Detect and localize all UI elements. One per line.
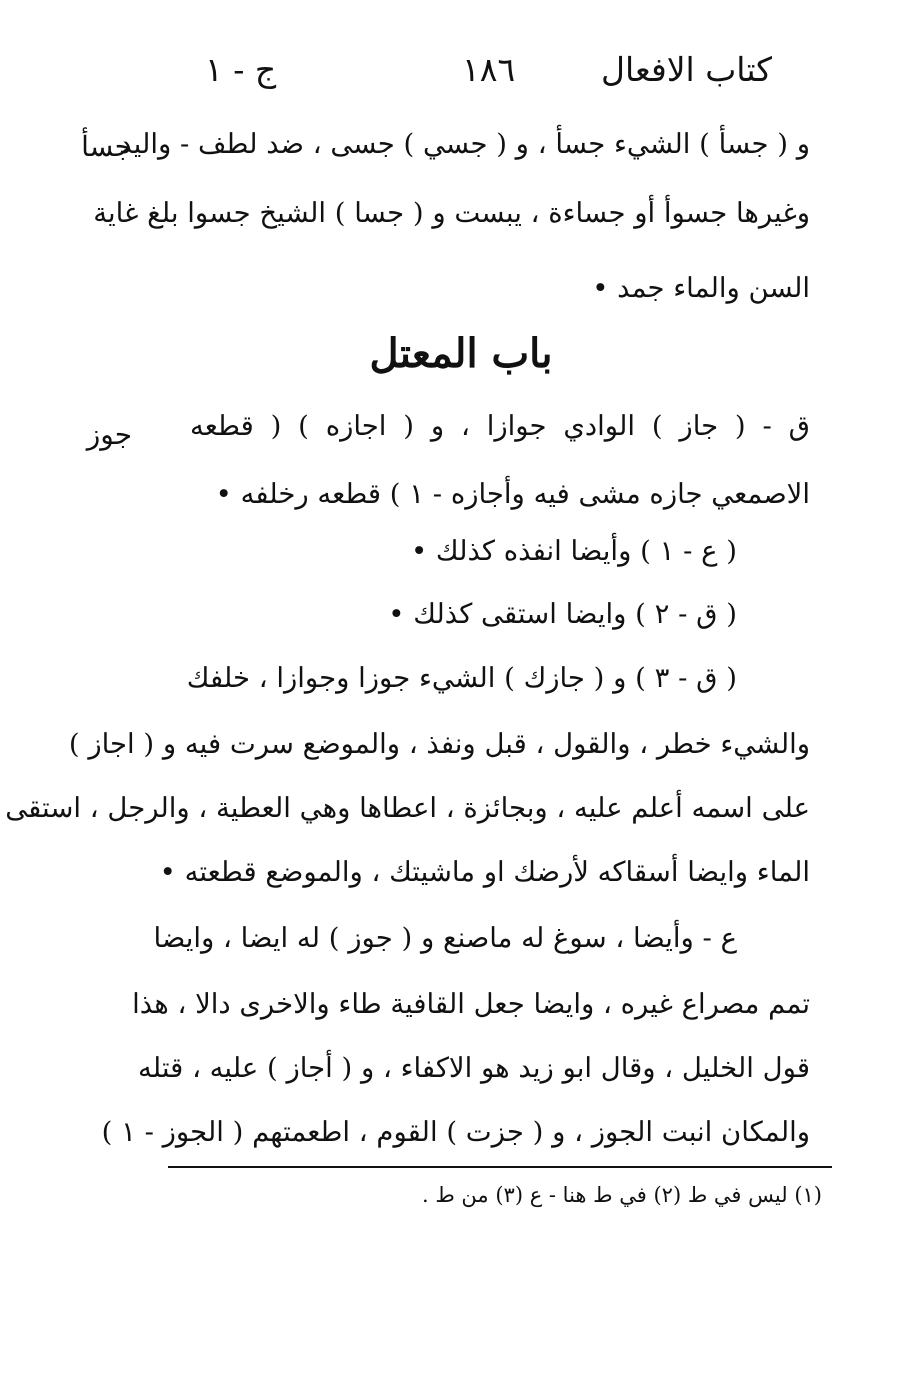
text-line: ع - وأيضا ، سوغ له ماصنع و ( جوز ) له ايضا ، وايضا	[153, 922, 737, 954]
text-line: الاصمعي جازه مشى فيه وأجازه - ١ ) قطعه رخلفه •	[215, 478, 810, 510]
section-heading: باب المعتل	[369, 330, 553, 377]
text-line: قول الخليل ، وقال ابو زيد هو الاكفاء ، و ( أجاز ) عليه ، قتله	[138, 1052, 810, 1084]
running-header-title: كتاب الافعال	[601, 50, 772, 89]
text-line: ( ع - ١ ) وأيضا انفذه كذلك •	[410, 535, 737, 567]
text-line: والشيء خطر ، والقول ، قبل ونفذ ، والموضع سرت فيه و ( اجاز )	[68, 728, 810, 760]
volume-part: ج - ١	[205, 50, 277, 89]
text-line: و ( جسأ ) الشيء جسأ ، و ( جسي ) جسى ، ضد لطف - واليد	[119, 128, 810, 160]
text-line: ( ق - ٣ ) و ( جازك ) الشيء جوزا وجوازا ، خلفك	[186, 662, 737, 694]
margin-entry-jasa: جسأ	[81, 130, 132, 163]
text-line: على اسمه أعلم عليه ، وبجائزة ، اعطاها وهي العطية ، والرجل ، استقى	[5, 792, 810, 824]
text-line: تمم مصراع غيره ، وايضا جعل القافية طاء والاخرى دالا ، هذا	[132, 988, 810, 1020]
text-line: ق - ( جاز ) الوادي جوازا ، و ( اجازه ) ( قطعه	[190, 410, 810, 442]
text-line: الماء وايضا أسقاكه لأرضك او ماشيتك ، والموضع قطعته •	[159, 856, 810, 888]
text-line: السن والماء جمد •	[592, 272, 810, 304]
footnote: (١) ليس في ط (٢) في ط هنا - ع (٣) من ط .	[421, 1183, 822, 1207]
page-number: ١٨٦	[462, 50, 516, 89]
text-line: والمكان انبت الجوز ، و ( جزت ) القوم ، اطعمتهم ( الجوز - ١ )	[101, 1116, 810, 1148]
text-line: ( ق - ٢ ) وايضا استقى كذلك •	[388, 598, 737, 630]
margin-entry-jawz: جوز	[86, 418, 132, 451]
footnote-divider	[168, 1166, 832, 1168]
text-line: وغيرها جسوأ أو جساءة ، يبست و ( جسا ) الشيخ جسوا بلغ غاية	[93, 197, 810, 229]
